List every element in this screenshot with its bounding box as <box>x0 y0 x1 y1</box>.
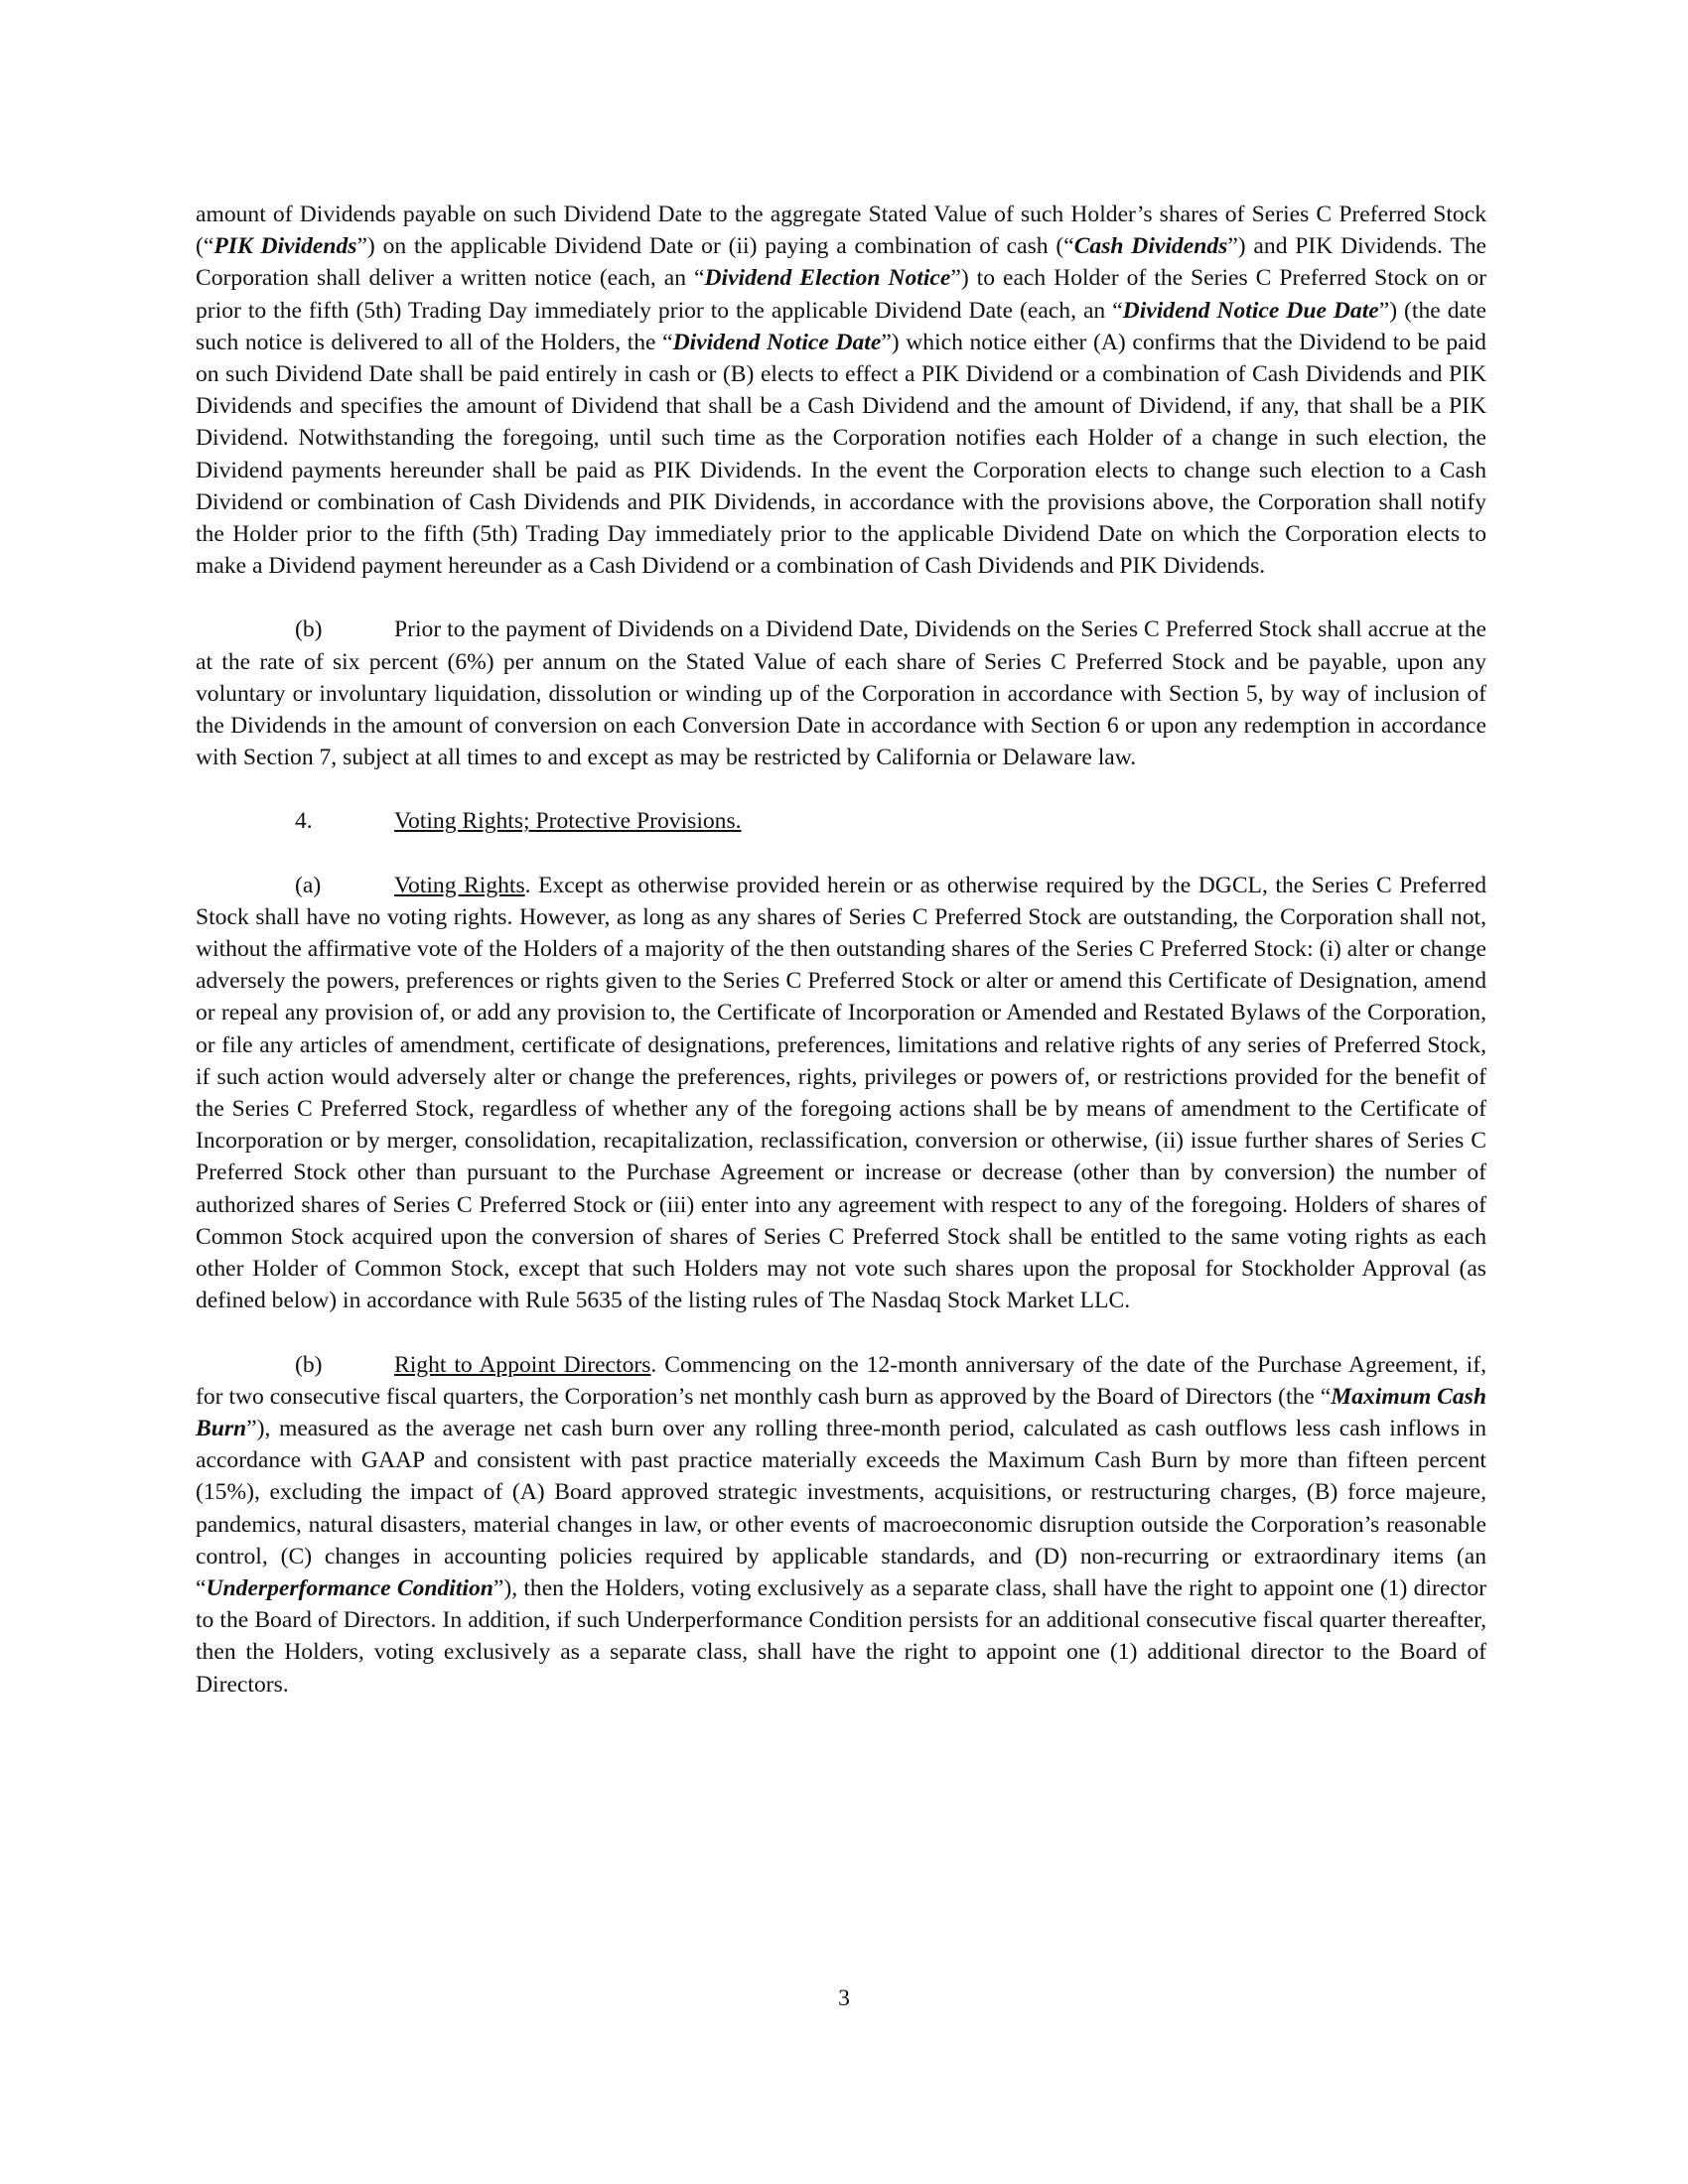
defined-term-dividend-notice-date: Dividend Notice Date <box>672 329 882 355</box>
text-run: ”) (the date such notice is delivered to all of the Holders, the “ <box>196 297 1487 355</box>
section-number: 4. <box>295 808 313 835</box>
defined-term-cash-dividends: Cash Dividends <box>1073 233 1228 260</box>
document-page <box>196 199 1486 1701</box>
clause-label: (b) <box>295 1351 323 1378</box>
clause-heading: Voting Rights <box>394 872 525 898</box>
text-run: Prior to the payment of Dividends on a Dividend Date, Dividends on the Series C Preferred Stock shall accrue at the at the rate of six percent (6%) per annum on the Stated Value of each share of Series C Preferred Stock and be payable, upon any voluntary or involuntary liquidation, dissolution or winding up of the Corporation in accordance with Section 5, by way of inclusion of the Dividends in the amount of conversion on each Conversion Date in accordance with Section 6 or upon any redemption in accordance with Section 7, subject at all times to and except as may be restricted by California or Delaware law. <box>196 616 1486 771</box>
text-run: . Except as otherwise provided herein or as otherwise required by the DGCL, the Series C Preferred Stock shall have no voting rights. However, as long as any shares of Series C Preferred Stock are outstanding, the Corporation shall not, without the affirmative vote of the Holders of a majority of the then outstanding shares of the Series C Preferred Stock: (i) alter or change adversely the powers, preferences or rights given to the Series C Preferred Stock or alter or amend this Certificate of Designation, amend or repeal any provision of, or add any provision to, the Certificate of Incorporation or Amended and Restated Bylaws of the Corporation, or file any articles of amendment, certificate of designations, preferences, limitations and relative rights of any series of Preferred Stock, if such action would adversely alter or change the preferences, rights, privileges or powers of, or restrictions provided for the benefit of the Series C Preferred Stock, regardless of whether any of the foregoing actions shall be by means of amendment to the Certificate of Incorporation or by merger, consolidation, recapitalization, reclassification, conversion or otherwise, (ii) issue further shares of Series C Preferred Stock other than pursuant to the Purchase Agreement or increase or decrease (other than by conversion) the number of authorized shares of Series C Preferred Stock or (iii) enter into any agreement with respect to any of the foregoing. Holders of shares of Common Stock acquired upon the conversion of shares of Series C Preferred Stock shall be entitled to the same voting rights as each other Holder of Common Stock, except that such Holders may not vote such shares upon the proposal for Stockholder Approval (as defined below) in accordance with Rule 5635 of the listing rules of The Nasdaq Stock Market LLC. <box>196 872 1486 1314</box>
dividend-accrual-paragraph <box>196 614 1486 773</box>
voting-rights-paragraph <box>196 870 1486 1317</box>
section-4-heading <box>196 805 1486 837</box>
text-run: amount of Dividends payable on such Dividend Date to the aggregate Stated Value of such Holder’s shares of Series C Preferred Stock (“ <box>196 202 1486 260</box>
appoint-directors-paragraph <box>196 1349 1486 1701</box>
defined-term-dividend-election-notice: Dividend Election Notice <box>704 265 951 292</box>
clause-label: (b) <box>295 616 323 643</box>
defined-term-dividend-notice-due-date: Dividend Notice Due Date <box>1122 297 1379 324</box>
text-run: ”) to each Holder of the Series C Preferred Stock on or prior to the fifth (5th) Trading Day immediately prior to the applicable Dividend Date (each, an “ <box>196 265 1487 324</box>
section-title: Voting Rights; Protective Provisions. <box>394 808 742 835</box>
text-run: ”), measured as the average net cash burn over any rolling three-month period, calculated as cash outflows less cash inflows in accordance with GAAP and consistent with past practice materially exceeds the Maximum Cash Burn by more than fifteen percent (15%), excluding the impact of (A) Board approved strategic investments, acquisitions, or restructuring charges, (B) force majeure, pandemics, natural disasters, material changes in law, or other events of macroeconomic disruption outside the Corporation’s reasonable control, (C) changes in accounting policies required by applicable standards, and (D) non-recurring or extraordinary items (an “ <box>196 1415 1486 1601</box>
dividend-election-paragraph <box>196 199 1486 582</box>
page-number: 3 <box>838 1985 850 2011</box>
text-run: ”), then the Holders, voting exclusively as a separate class, shall have the right to appoint one (1) director to the Board of Directors. In addition, if such Underperformance Condition persists for an additional consecutive fiscal quarter thereafter, then the Holders, voting exclusively as a separate class, shall have the right to appoint one (1) additional director to the Board of Directors. <box>196 1574 1487 1698</box>
text-run: ”) and PIK Dividends. The Corporation shall deliver a written notice (each, an “ <box>196 233 1486 292</box>
defined-term-underperformance-condition: Underperformance Condition <box>206 1574 493 1601</box>
text-run: ”) which notice either (A) confirms that the Dividend to be paid on such Dividend Date shall be paid entirely in cash or (B) elects to effect a PIK Dividend or a combination of Cash Dividends and PIK Dividends and specifies the amount of Dividend that shall be a Cash Dividend and the amount of Dividend, if any, that shall be a PIK Dividend. Notwithstanding the foregoing, until such time as the Corporation notifies each Holder of a change in such election, the Dividend payments hereunder shall be paid as PIK Dividends. In the event the Corporation elects to change such election to a Cash Dividend or combination of Cash Dividends and PIK Dividends, in accordance with the provisions above, the Corporation shall notify the Holder prior to the fifth (5th) Trading Day immediately prior to the applicable Dividend Date on which the Corporation elects to make a Dividend payment hereunder as a Cash Dividend or a combination of Cash Dividends and PIK Dividends. <box>196 329 1486 580</box>
defined-term-pik-dividends: PIK Dividends <box>213 233 357 260</box>
text-run: . Commencing on the 12-month anniversary of the date of the Purchase Agreement, if, for two consecutive fiscal quarters, the Corporation’s net monthly cash burn as approved by the Board of Directors (the “ <box>196 1351 1486 1410</box>
defined-term-maximum-cash-burn: Maximum Cash Burn <box>196 1383 1486 1441</box>
clause-heading: Right to Appoint Directors <box>394 1351 651 1378</box>
text-run: ”) on the applicable Dividend Date or (ii) paying a combination of cash (“ <box>356 233 1074 260</box>
clause-label: (a) <box>295 872 322 898</box>
